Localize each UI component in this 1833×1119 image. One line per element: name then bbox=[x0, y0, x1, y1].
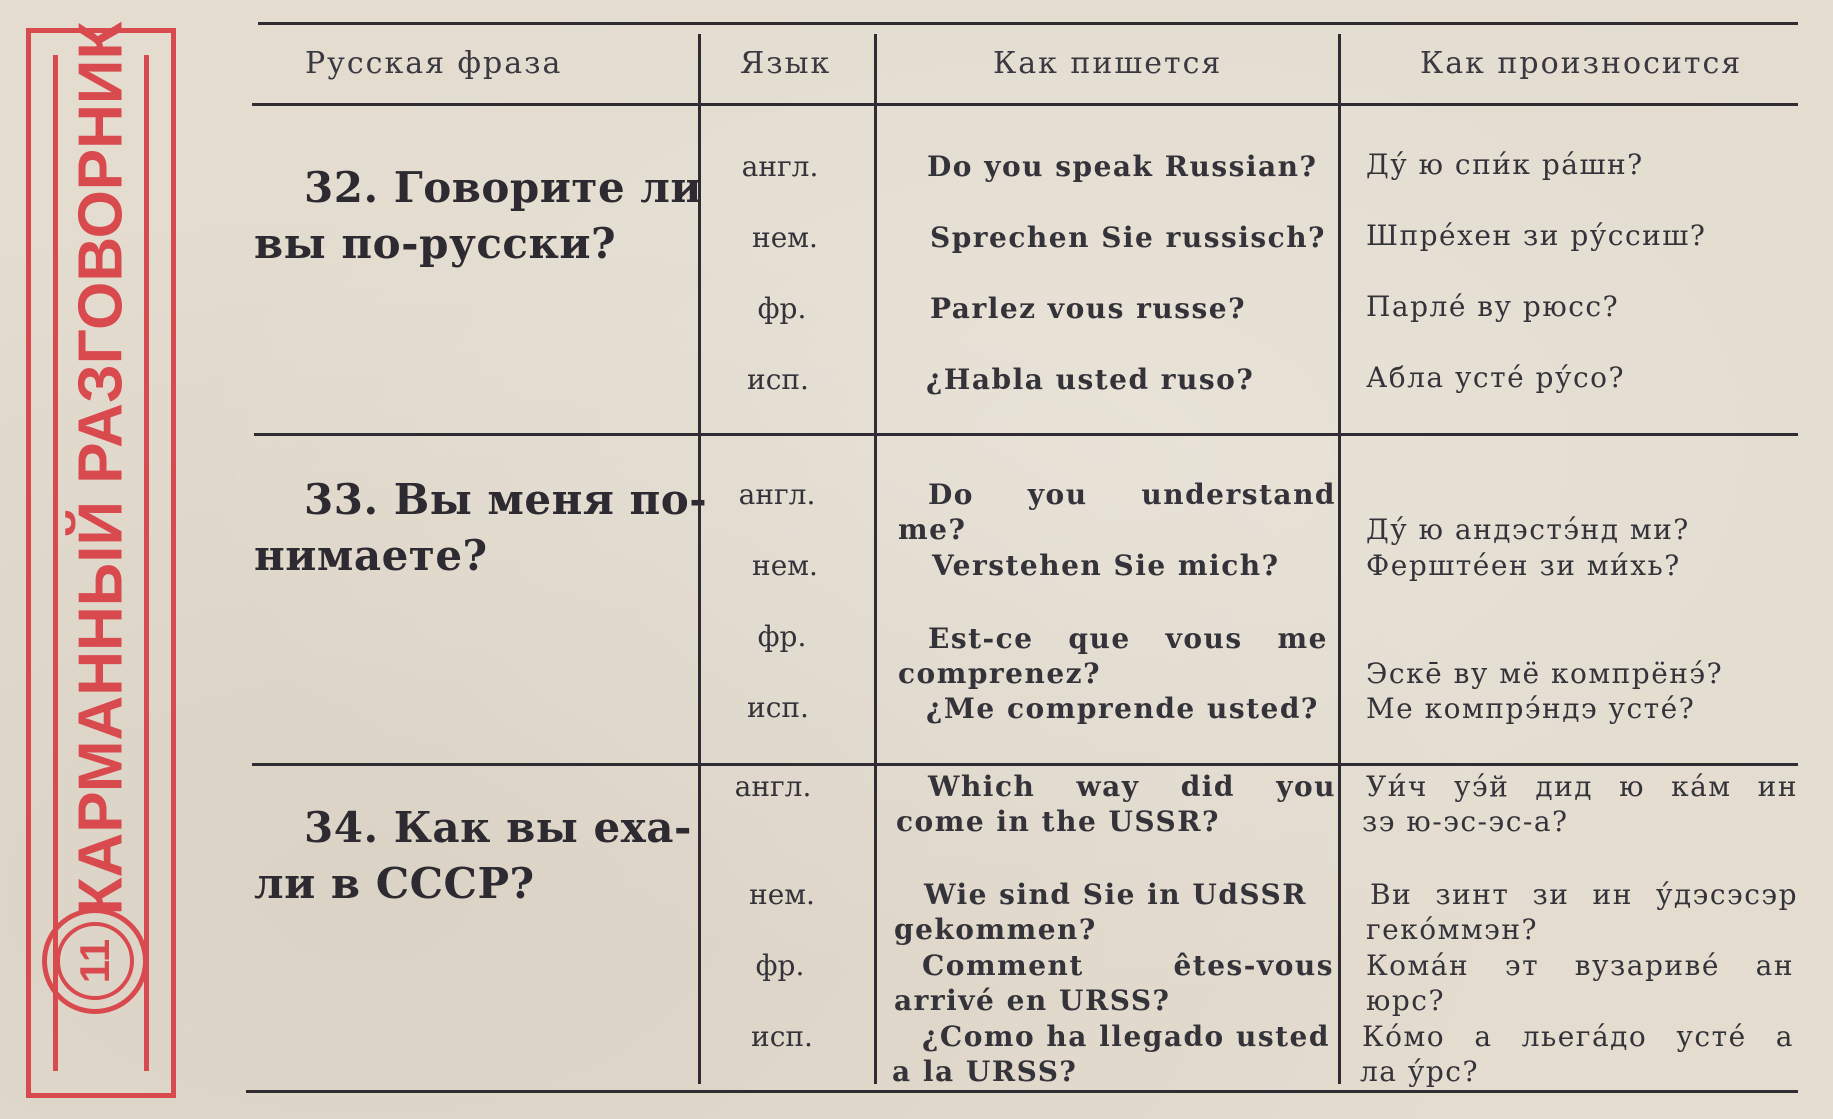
phrase-32-line2: вы по-русски? bbox=[254, 219, 617, 268]
phrase-33-line2: нимаете? bbox=[254, 531, 488, 580]
pronunciation-text-cont: зэ ю-эс-эс-а? bbox=[1362, 805, 1569, 838]
banner-number: 11 bbox=[71, 938, 118, 984]
phrase-33 bbox=[254, 472, 707, 584]
lang-label: нем. bbox=[752, 549, 818, 582]
phrase-32 bbox=[254, 160, 702, 272]
pronunciation-text: Парле́ ву рюсс? bbox=[1366, 290, 1620, 323]
table-bottom-rule bbox=[246, 1090, 1798, 1093]
written-text: Sprechen Sie russisch? bbox=[930, 221, 1326, 254]
lang-label: фр. bbox=[755, 949, 805, 982]
written-text-cont: come in the USSR? bbox=[896, 805, 1220, 838]
lang-label: фр. bbox=[757, 292, 807, 325]
banner-number-badge bbox=[42, 908, 148, 1014]
phrase-34-line1: 34. Как вы еха- bbox=[304, 803, 692, 852]
written-text: ¿Habla usted ruso? bbox=[926, 363, 1255, 396]
row-divider-2 bbox=[252, 763, 1798, 766]
pronunciation-text: Ви зинт зи ин у́дэсэсэр bbox=[1370, 878, 1798, 911]
lang-label: фр. bbox=[757, 620, 807, 653]
written-text-cont: a la URSS? bbox=[892, 1055, 1078, 1088]
pronunciation-text: Ме компрэ́ндэ усте́? bbox=[1366, 692, 1696, 725]
pronunciation-text: Кома́н эт вузариве́ ан bbox=[1366, 949, 1794, 982]
banner-number-ring bbox=[56, 922, 134, 1000]
table-top-rule bbox=[258, 22, 1798, 25]
row-divider-1 bbox=[254, 433, 1798, 436]
pronunciation-text: Абла усте́ ру́со? bbox=[1366, 361, 1626, 394]
pronunciation-text: Эске̄ ву мё компрёнэ́? bbox=[1366, 657, 1724, 690]
written-text: Est-ce que vous me bbox=[928, 622, 1328, 655]
pronunciation-text: Ду́ ю спи́к ра́шн? bbox=[1366, 148, 1644, 181]
phrasebook-banner bbox=[26, 21, 176, 1098]
phrase-34 bbox=[254, 800, 692, 912]
header-bottom-rule bbox=[252, 103, 1798, 106]
banner-title: КАРМАННЫЙ РАЗГОВОРНИК bbox=[66, 21, 136, 915]
written-text: Wie sind Sie in UdSSR bbox=[924, 878, 1307, 911]
header-language: Язык bbox=[740, 46, 832, 81]
written-text: ¿Como ha llegado usted bbox=[922, 1020, 1330, 1053]
lang-label: англ. bbox=[738, 478, 816, 511]
pronunciation-text: Уи́ч уэ́й дид ю ка́м ин bbox=[1366, 770, 1798, 803]
col-divider-3 bbox=[1338, 34, 1341, 1084]
pronunciation-text-cont: геко́ммэн? bbox=[1366, 913, 1539, 946]
lang-label: англ. bbox=[741, 150, 819, 183]
phrase-32-line1: 32. Говорите ли bbox=[304, 163, 703, 212]
lang-label: англ. bbox=[734, 770, 812, 803]
lang-label: исп. bbox=[751, 1020, 813, 1053]
written-text: ¿Me comprende usted? bbox=[926, 692, 1319, 725]
pronunciation-text: Ферште́ен зи ми́хь? bbox=[1366, 549, 1681, 582]
lang-label: исп. bbox=[747, 363, 809, 396]
written-text-cont: comprenez? bbox=[898, 657, 1101, 690]
written-text: Verstehen Sie mich? bbox=[932, 549, 1280, 582]
pronunciation-text: Ду́ ю андэстэ́нд ми? bbox=[1366, 513, 1690, 546]
header-written: Как пишется bbox=[993, 46, 1223, 81]
header-russian-phrase: Русская фраза bbox=[305, 46, 563, 81]
phrase-34-line2: ли в СССР? bbox=[254, 859, 535, 908]
pronunciation-text: Ко́мо а льега́до усте́ а bbox=[1362, 1020, 1794, 1053]
written-text: Do you speak Russian? bbox=[927, 150, 1318, 183]
written-text: Comment êtes-vous bbox=[922, 949, 1334, 982]
pronunciation-text-cont: ла у́рс? bbox=[1360, 1055, 1479, 1088]
lang-label: исп. bbox=[747, 691, 809, 724]
phrase-33-line1: 33. Вы меня по- bbox=[304, 475, 708, 524]
lang-label: нем. bbox=[749, 878, 815, 911]
pronunciation-text: Шпре́хен зи ру́ссиш? bbox=[1366, 219, 1707, 252]
written-text: Which way did you bbox=[928, 770, 1336, 803]
written-text: Parlez vous russe? bbox=[930, 292, 1246, 325]
written-text-cont: gekommen? bbox=[894, 913, 1097, 946]
header-pronounced: Как произносится bbox=[1420, 46, 1743, 81]
pronunciation-text-cont: юрс? bbox=[1366, 984, 1445, 1017]
written-text: Do you understand bbox=[928, 478, 1336, 511]
col-divider-2 bbox=[874, 34, 877, 1084]
lang-label: нем. bbox=[752, 221, 818, 254]
written-text-cont: arrivé en URSS? bbox=[894, 984, 1171, 1017]
written-text-cont: me? bbox=[898, 513, 967, 546]
